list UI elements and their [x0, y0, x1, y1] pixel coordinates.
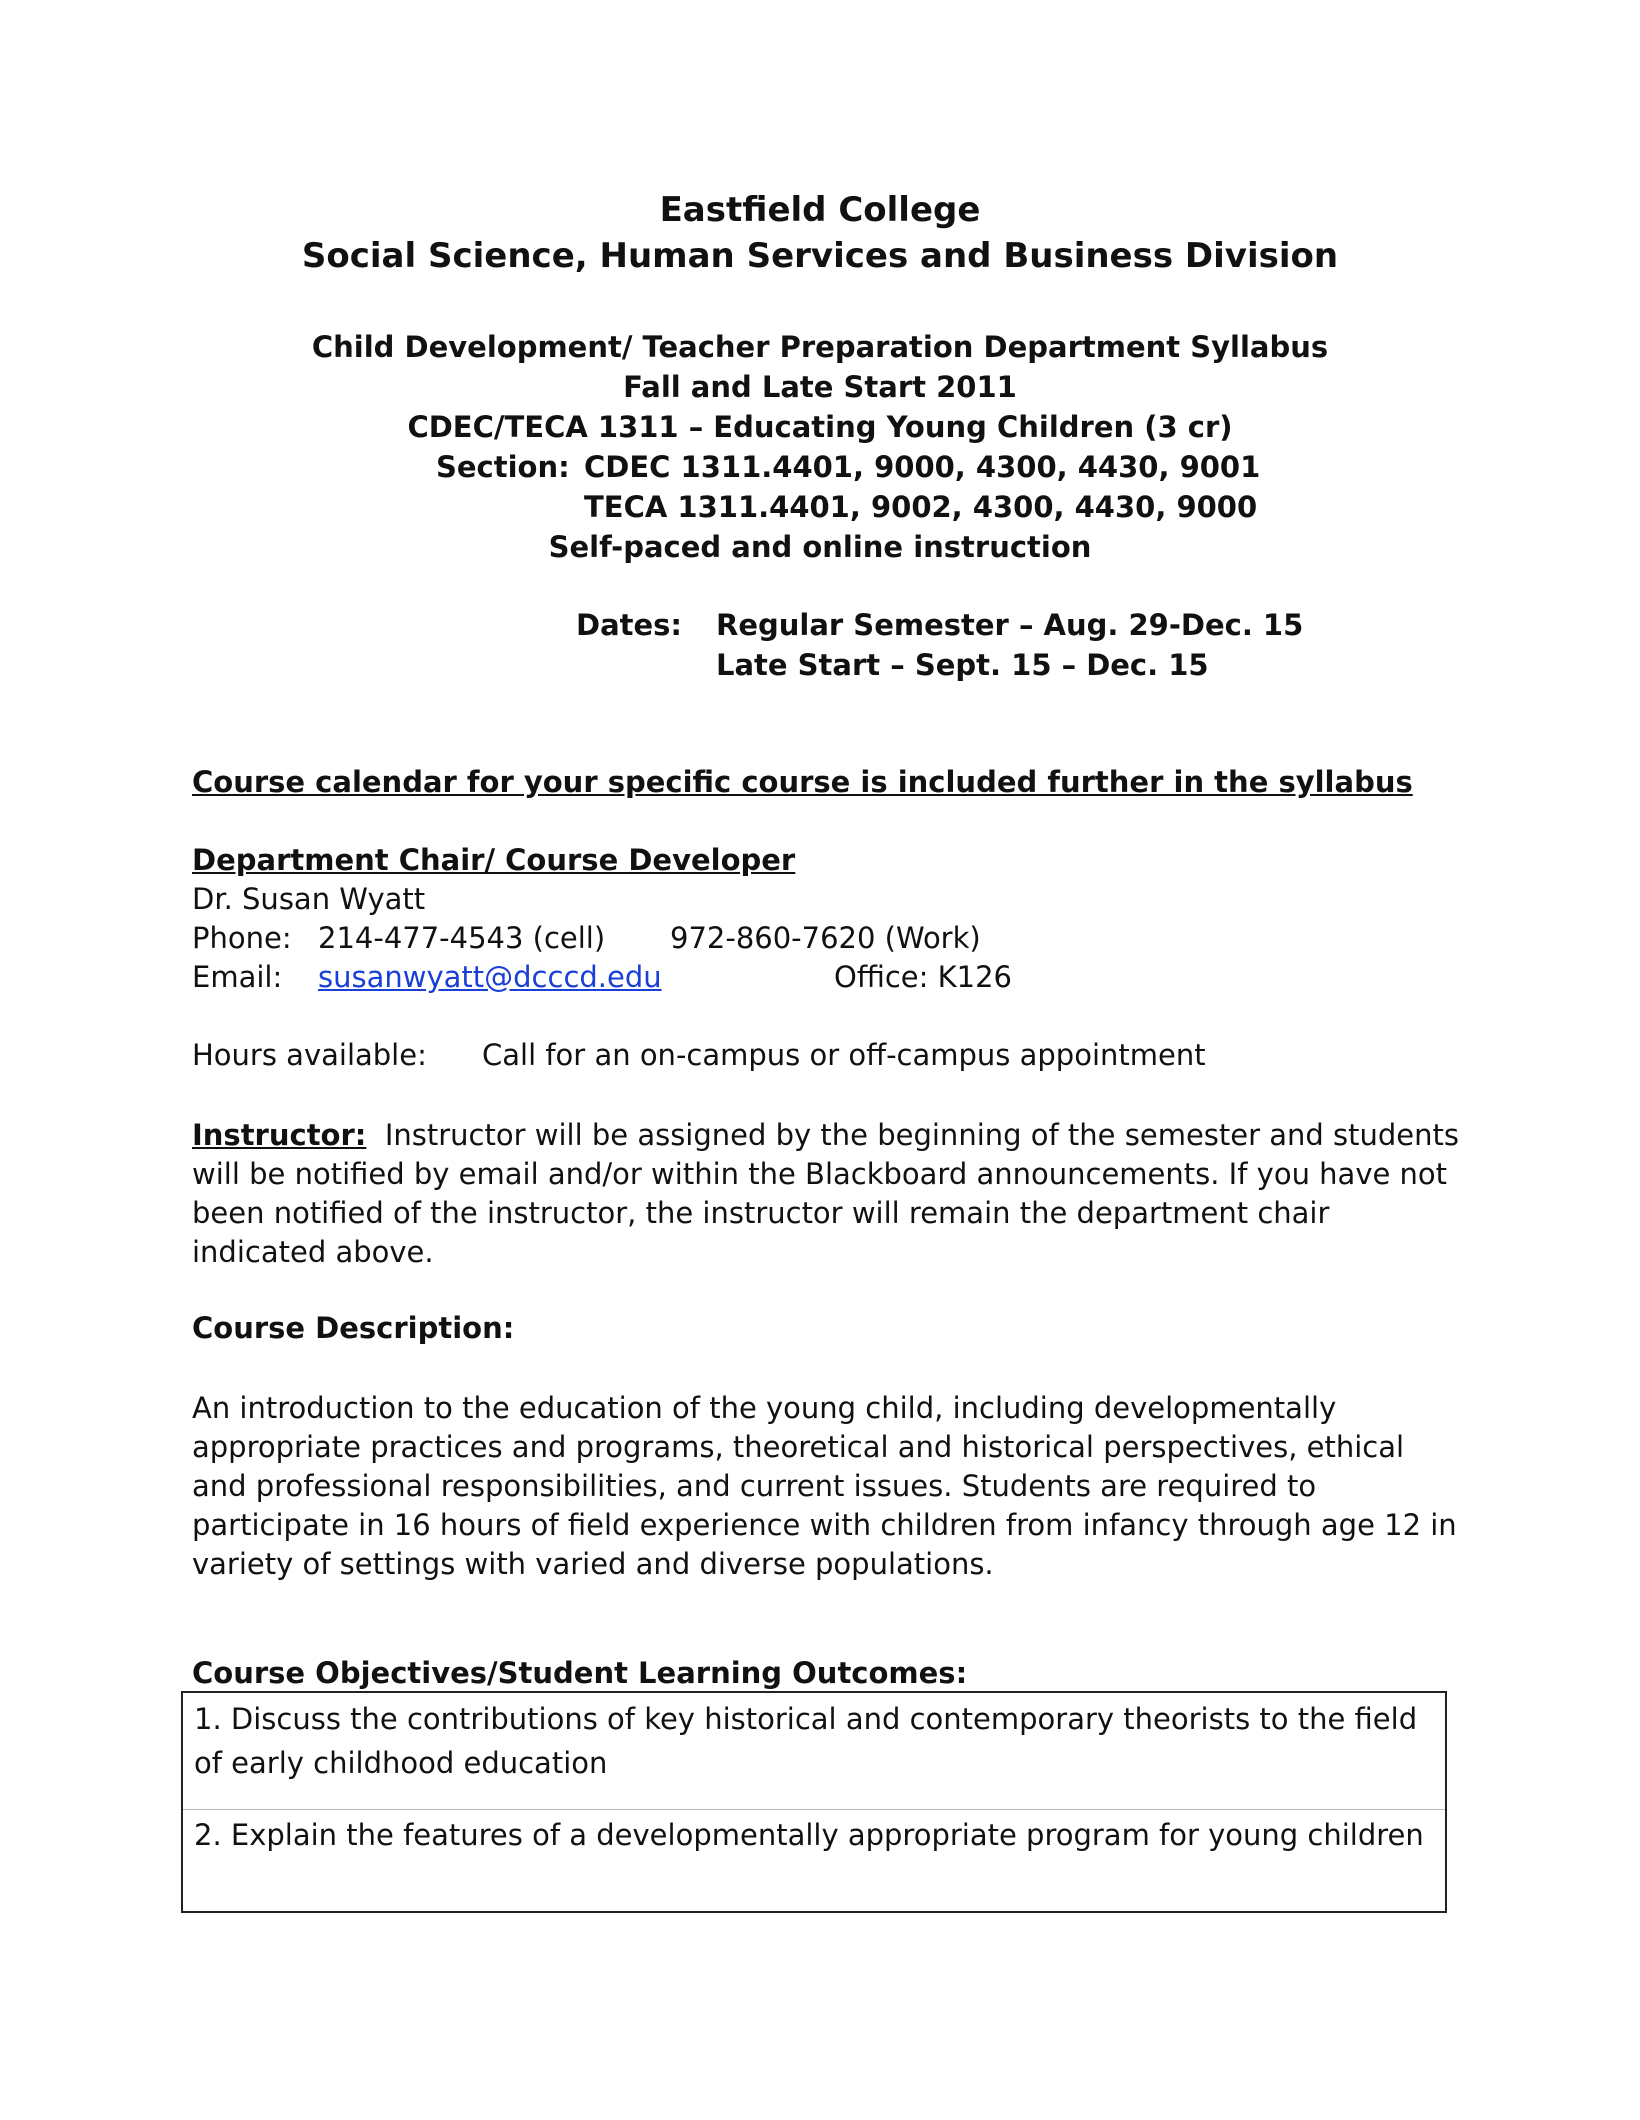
- section-label: Section:: [436, 450, 570, 484]
- term-title: Fall and Late Start 2011: [623, 370, 1017, 404]
- dates-label: Dates:: [576, 608, 683, 642]
- objectives-heading: Course Objectives/Student Learning Outcomes:: [192, 1656, 968, 1690]
- instructor-paragraph: [192, 1116, 1462, 1272]
- course-title: CDEC/TECA 1311 – Educating Young Children (3 cr): [407, 410, 1233, 444]
- dates-regular: Regular Semester – Aug. 29-Dec. 15: [716, 608, 1304, 642]
- email-label: Email:: [192, 960, 283, 994]
- objective-item: 1. Discuss the contributions of key historical and contemporary theorists to the field of early childhood education: [194, 1702, 1418, 1780]
- description-text: An introduction to the education of the young child, including developmentally appropriate practices and programs, theoretical and historical perspectives, ethical and professional responsibilities, and current issues. Students are required to participate in 16 hours of field experience with children from infancy through age 12 in variety of settings with varied and diverse populations.: [192, 1391, 1457, 1581]
- chair-heading: Department Chair/ Course Developer: [192, 843, 796, 877]
- objective-item: 2. Explain the features of a developmentally appropriate program for young children: [194, 1818, 1424, 1852]
- section-cdec: CDEC 1311.4401, 9000, 4300, 4430, 9001: [584, 450, 1261, 484]
- delivery-mode: Self-paced and online instruction: [548, 530, 1092, 564]
- instructor-label: Instructor:: [192, 1118, 367, 1152]
- objectives-table: [181, 1691, 1447, 1913]
- description-heading: Course Description:: [192, 1311, 515, 1345]
- division-title: Social Science, Human Services and Business Division: [301, 236, 1339, 276]
- hours-label: Hours available:: [192, 1038, 427, 1072]
- email-link[interactable]: susanwyatt@dcccd.edu: [318, 960, 662, 994]
- college-title: Eastfield College: [659, 190, 981, 230]
- department-title: Child Development/ Teacher Preparation Department Syllabus: [311, 330, 1329, 364]
- phone-work: 972-860-7620 (Work): [670, 921, 981, 955]
- phone-label: Phone:: [192, 921, 292, 955]
- office-location: Office: K126: [834, 960, 1013, 994]
- chair-name: Dr. Susan Wyatt: [192, 882, 426, 916]
- phone-cell: 214-477-4543 (cell): [318, 921, 606, 955]
- hours-value: Call for an on-campus or off-campus appointment: [482, 1038, 1206, 1072]
- objectives-divider: [183, 1809, 1445, 1810]
- dates-late-start: Late Start – Sept. 15 – Dec. 15: [716, 648, 1209, 682]
- calendar-note: Course calendar for your specific course is included further in the syllabus: [192, 765, 1413, 799]
- instructor-text: Instructor will be assigned by the beginning of the semester and students will be notified by email and/or within the Blackboard announcements. If you have not been notified of the instructor, the instructor will remain the department chair indicated above.: [192, 1118, 1459, 1269]
- section-teca: TECA 1311.4401, 9002, 4300, 4430, 9000: [584, 490, 1258, 524]
